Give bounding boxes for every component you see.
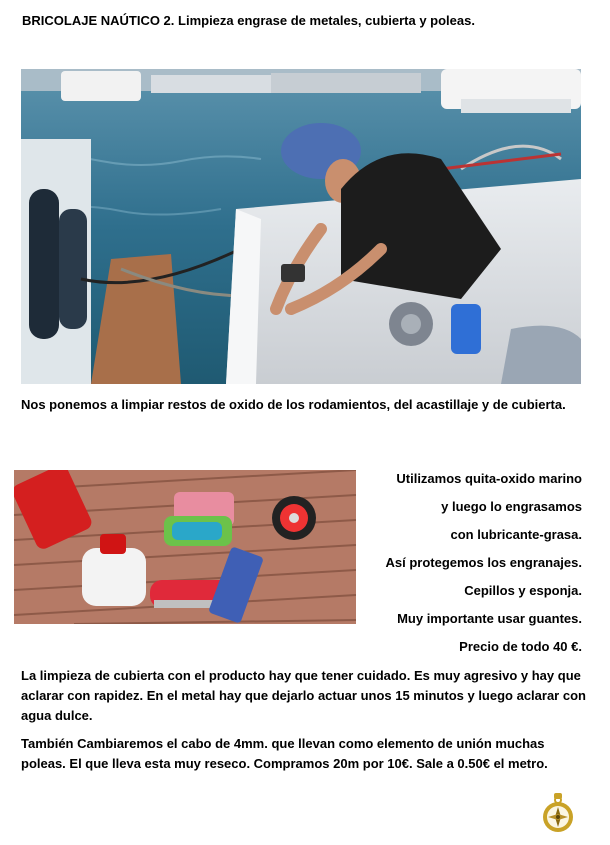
- side-note-item: Precio de todo 40 €.: [459, 639, 582, 654]
- compass-icon: [542, 792, 574, 834]
- paragraph-rope-replacement: También Cambiaremos el cabo de 4mm. que llevan como elemento de unión muchas poleas. El que lleva esta muy reseco. Compramos 20m por 10€. Sale a 0.50€ el metro.: [21, 736, 548, 771]
- photo-caption: Nos ponemos a limpiar restos de oxido de los rodamientos, del acastillaje y de cubierta.: [21, 397, 566, 412]
- side-note-item: Utilizamos quita-oxido marino: [396, 471, 582, 486]
- side-note-item: Así protegemos los engranajes.: [385, 555, 582, 570]
- side-note-item: Cepillos y esponja.: [464, 583, 582, 598]
- page-title: BRICOLAJE NAÚTICO 2. Limpieza engrase de metales, cubierta y poleas.: [22, 13, 475, 28]
- side-notes-list: [358, 469, 582, 665]
- paragraph-deck-cleaning: La limpieza de cubierta con el producto hay que tener cuidado. Es muy agresivo y hay que aclarar con rapidez. En el metal hay que dejarlo actuar unos 15 minutos y luego aclarar con agua dulce.: [21, 668, 586, 723]
- side-note-item: Muy importante usar guantes.: [397, 611, 582, 626]
- side-note-item: y luego lo engrasamos: [441, 499, 582, 514]
- side-note-item: con lubricante-grasa.: [450, 527, 582, 542]
- photo-deck-cleaning: [21, 69, 581, 384]
- photo-cleaning-products: [14, 470, 356, 624]
